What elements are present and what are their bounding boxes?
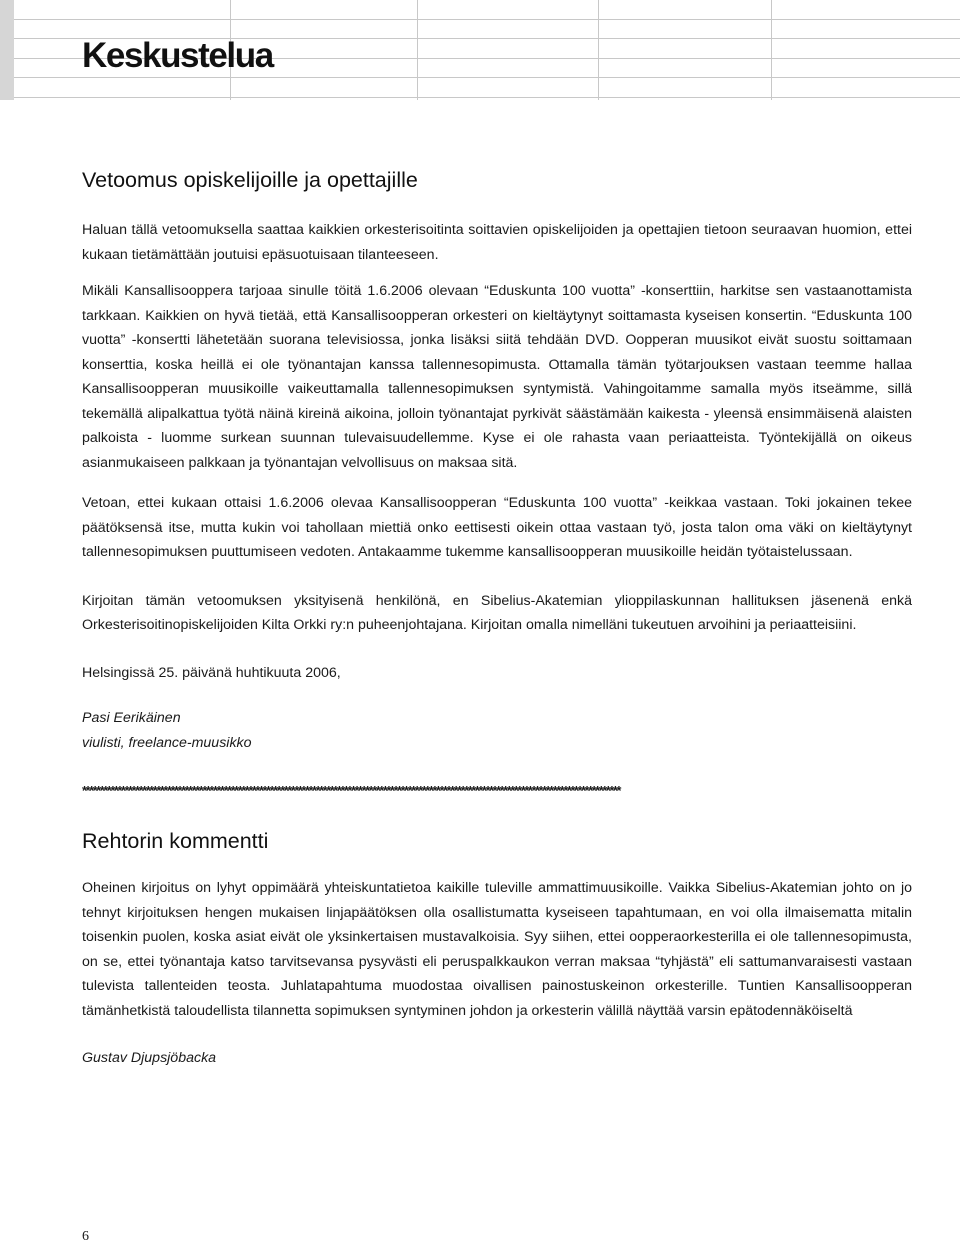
appeal-paragraph: Kirjoitan tämän vetoomuksen yksityisenä henkilönä, en Sibelius-Akatemian ylioppilaskunnan hallituksen jäsenenä enkä Orkesterisoitinopiskelijoiden Kilta Orkki ry:n puheenjohtajana. Kirjoitan omalla nimelläni tukeutuen arvoihini ja periaatteisiini. [82, 592, 912, 633]
asterisk-separator: ******************************************************************************************************************************************************** [82, 785, 620, 797]
article-body [82, 168, 912, 1071]
appeal-paragraph: Haluan tällä vetoomuksella saattaa kaikkien orkesterisoitinta soittavien opiskelijoiden ja opettajien tietoon seuraavan huomion, ettei kukaan tietämättään joutuisi epäsuotuisaan tilanteeseen. [82, 222, 912, 263]
header-title: Keskustelua [82, 36, 273, 75]
signature-name: Pasi Eerikäinen [82, 710, 181, 726]
rector-paragraph: Oheinen kirjoitus on lyhyt oppimäärä yhteiskuntatietoa kaikille tuleville ammattimuusikoille. Vaikka Sibelius-Akatemian johto on jo tehnyt kirjoituksen hengen mukaisen linjapäätöksen olla osallistumatta kyseiseen tapahtumaan, en voi olla ilmaisematta mitalin toisenkin puolen, koska asiat eivät ole yksinkertaisen mustavalkoisia. Syy siihen, ettei oopperaorkesterilla ei ole tallennesopimusta, on se, ettei työnantaja katso tarvitsevansa pysyvästi eli peruspalkkaukon verran maksaa “tyhjästä” eli sattumanvaraisesti vastaan tulevista tallenteiden teosta. Juhlatapahtuma muodostaa oivallisen painostuskeinon orkesterille. Tuntien Kansallisoopperan tämänhetkistä taloudellista tilannetta sopimuksen syntyminen johdon ja orkesterin välillä näyttää varsin epätodennäköiseltä [82, 880, 912, 1019]
page-number: 6 [82, 1229, 89, 1244]
rector-title: Rehtorin kommentti [82, 829, 269, 853]
signature-role: viulisti, freelance-muusikko [82, 734, 252, 751]
appeal-paragraph: Mikäli Kansallisooppera tarjoaa sinulle töitä 1.6.2006 olevaan “Eduskunta 100 vuotta” -konserttiin, harkitse sen vastaanottamista tarkkaan. Kaikkien on hyvä tietää, että Kansallisoopperan orkesteri on kieltäytynyt soittamasta kyseisen konsertin. “Eduskunta 100 vuotta” -konsertti lähetetään suorana televisiossa, jonka lisäksi siitä tehdään DVD. Oopperan muusikot eivät suostu soittamaan konserttia, koska heillä ei ole työnantajan kanssa tallennesopimusta. Ottamalla tämän työtarjouksen vastaan teemme hallaa Kansallisoopperan muusikoille vaikeuttamalla tallennesopimuksen syntymistä. Vahingoitamme samalla myös itseämme, sillä tekemällä alipalkattua työtä näinä kireinä aikoina, jolloin työnantajat pyrkivät säästämään kaikesta - yleensä ensimmäisenä alaisten palkoista - luomme surkean suunnan tulevaisuudellemme. Kyse ei ole rahasta vaan periaatteista. Työntekijällä on oikeus asianmukaiseen palkkaan ja työnantajan velvollisuus on maksaa sitä. [82, 283, 912, 471]
header-side-bar [0, 0, 14, 100]
place-date: Helsingissä 25. päivänä huhtikuuta 2006, [82, 664, 341, 681]
rector-signature: Gustav Djupsjöbacka [82, 1050, 217, 1066]
appeal-paragraph: Vetoan, ettei kukaan ottaisi 1.6.2006 olevaa Kansallisoopperan “Eduskunta 100 vuotta” -keikkaa vastaan. Toki jokainen tekee päätöksensä itse, mutta kukin voi tahollaan miettiä onko eettisesti oikein ottaa vastaan työ, josta talon oma väki on kieltäytynyt tallennesopimuksen puuttumiseen vedoten. Antakaamme tukemme kansallisoopperan muusikoille heidän työtaistelussaan. [82, 495, 912, 560]
appeal-title: Vetoomus opiskelijoille ja opettajille [82, 168, 418, 192]
